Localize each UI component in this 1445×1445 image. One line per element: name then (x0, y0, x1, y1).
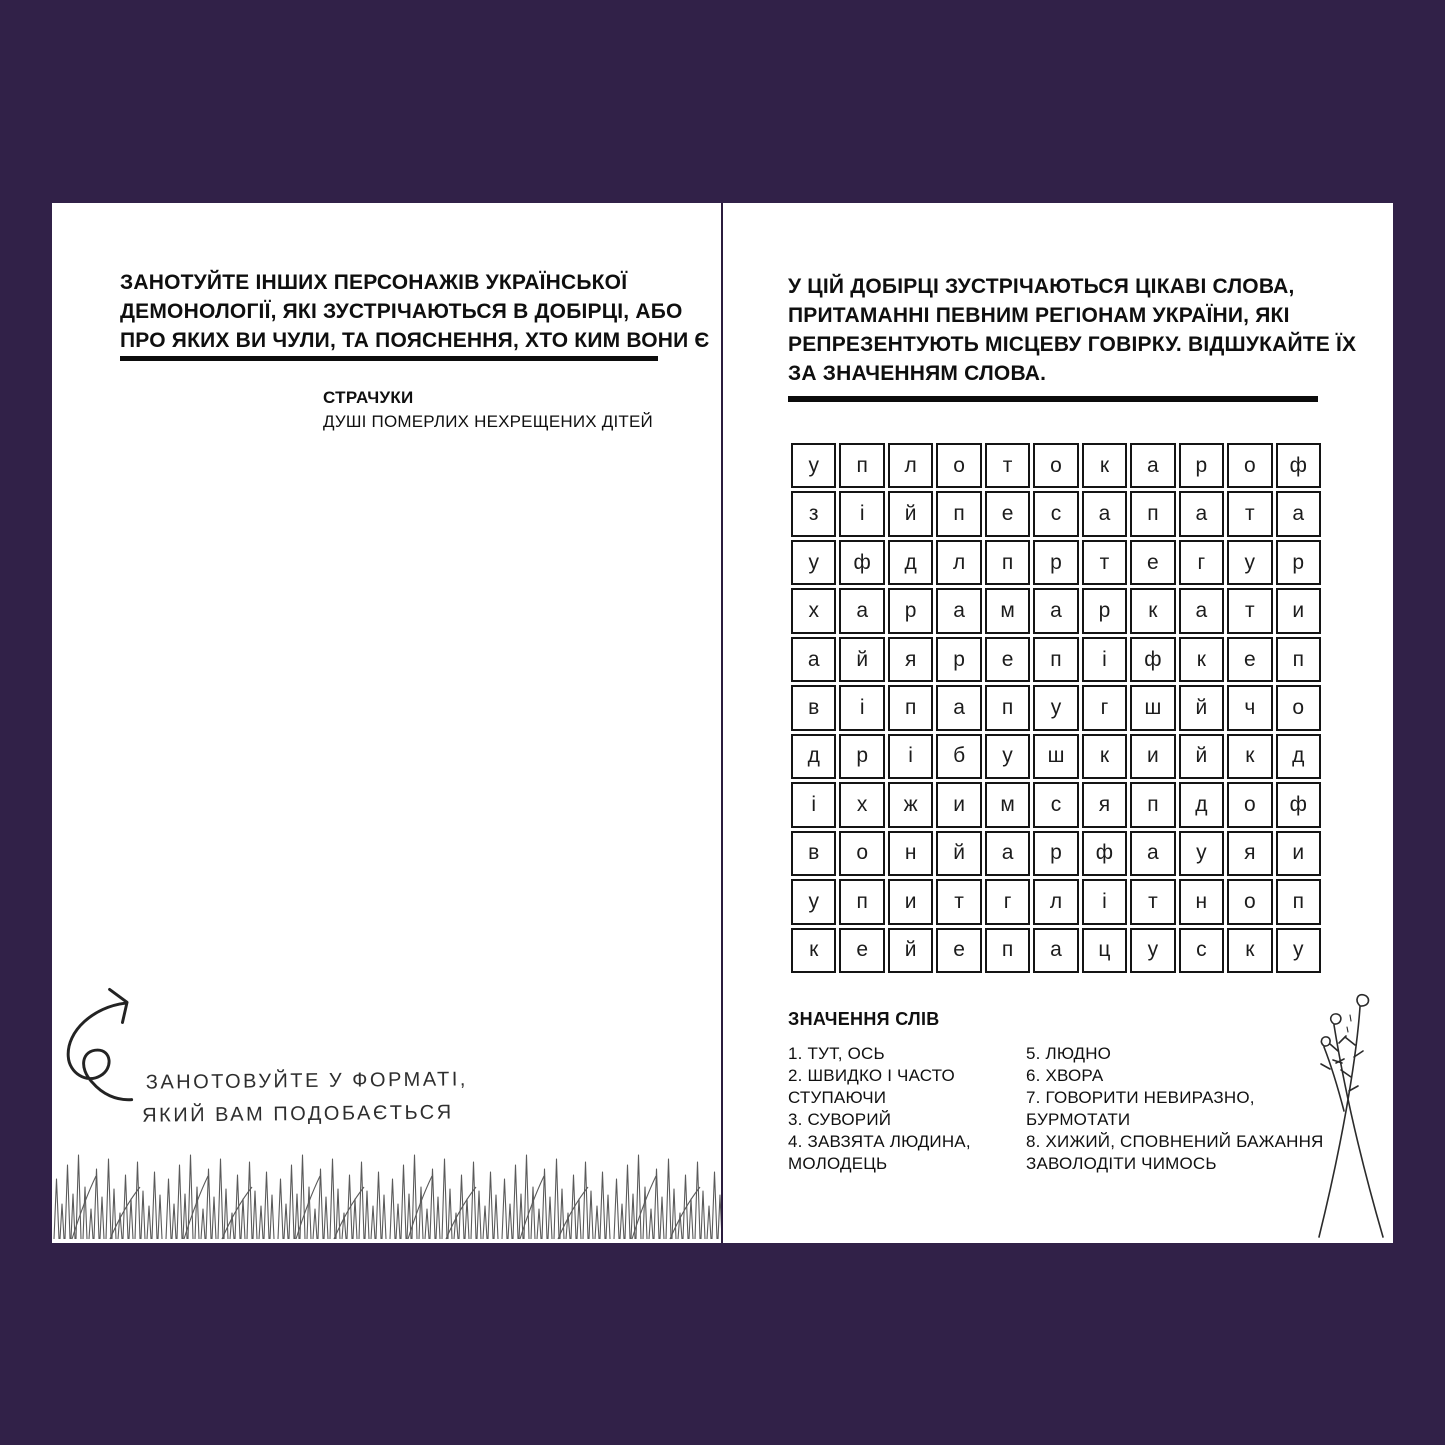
wordsearch-cell: і (1082, 637, 1127, 682)
wordsearch-cell: у (791, 540, 836, 585)
heading-line: ПРО ЯКИХ ВИ ЧУЛИ, ТА ПОЯСНЕННЯ, ХТО КИМ ВОНИ Є (120, 329, 710, 352)
wordsearch-cell: к (1130, 588, 1175, 633)
heading-line: РЕПРЕЗЕНТУЮТЬ МІСЦЕВУ ГОВІРКУ. ВІДШУКАЙТЕ ЇХ (788, 333, 1357, 356)
wordsearch-cell: е (1227, 637, 1272, 682)
wordsearch-cell: р (888, 588, 933, 633)
wordsearch-cell: м (985, 588, 1030, 633)
wordsearch-cell: м (985, 782, 1030, 827)
wordsearch-cell: о (1033, 443, 1078, 488)
wordsearch-cell: у (791, 879, 836, 924)
clues-column-1 (788, 1043, 1026, 1175)
wordsearch-cell: с (1033, 782, 1078, 827)
wordsearch-cell: т (985, 443, 1030, 488)
term-title: СТРАЧУКИ (323, 388, 414, 407)
wordsearch-cell: е (1130, 540, 1175, 585)
wordsearch-cell: и (1130, 734, 1175, 779)
wordsearch-cell: і (839, 491, 884, 536)
wordsearch-cell: а (1033, 928, 1078, 973)
heading-line: ДЕМОНОЛОГІЇ, ЯКІ ЗУСТРІЧАЮТЬСЯ В ДОБІРЦІ, АБО (120, 300, 683, 323)
left-page-heading (120, 268, 710, 355)
wordsearch-cell: т (1082, 540, 1127, 585)
right-page-heading (788, 272, 1356, 388)
left-page (52, 203, 723, 1243)
wordsearch-cell: ф (1130, 637, 1175, 682)
wordsearch-cell: а (985, 831, 1030, 876)
wordsearch-cell: п (985, 685, 1030, 730)
wordsearch-cell: е (839, 928, 884, 973)
wordsearch-cell: й (1179, 734, 1224, 779)
wordsearch-cell: т (1227, 491, 1272, 536)
wordsearch-cell: п (936, 491, 981, 536)
wordsearch-cell: н (1179, 879, 1224, 924)
wordsearch-cell: с (1033, 491, 1078, 536)
wordsearch-cell: п (888, 685, 933, 730)
wordsearch-cell: к (1227, 734, 1272, 779)
wordsearch-cell: ш (1130, 685, 1175, 730)
wordsearch-cell: т (936, 879, 981, 924)
wordsearch-cell: а (1082, 491, 1127, 536)
wordsearch-cell: и (1276, 588, 1321, 633)
wordsearch-cell: а (936, 588, 981, 633)
curved-arrow-icon (58, 983, 152, 1107)
wordsearch-cell: я (1082, 782, 1127, 827)
wordsearch-cell: й (888, 491, 933, 536)
wordsearch-cell: у (1179, 831, 1224, 876)
wordsearch-cell: и (1276, 831, 1321, 876)
wordsearch-cell: и (936, 782, 981, 827)
wordsearch-cell: у (985, 734, 1030, 779)
wordsearch-cell: с (1179, 928, 1224, 973)
wordsearch-cell: я (1227, 831, 1272, 876)
wordsearch-cell: п (839, 443, 884, 488)
wordsearch-cell: р (1033, 540, 1078, 585)
wordsearch-cell: у (1033, 685, 1078, 730)
wordsearch-cell: л (888, 443, 933, 488)
wordsearch-cell: п (985, 928, 1030, 973)
clues-column-2 (1026, 1043, 1336, 1175)
wordsearch-cell: е (936, 928, 981, 973)
wordsearch-cell: ф (1082, 831, 1127, 876)
grass-icon (52, 1149, 721, 1243)
wordsearch-cell: у (1227, 540, 1272, 585)
wordsearch-cell: р (1179, 443, 1224, 488)
wordsearch-cell: а (1130, 831, 1175, 876)
wordsearch-cell: х (791, 588, 836, 633)
wordsearch-cell: р (1082, 588, 1127, 633)
wordsearch-cell: а (1033, 588, 1078, 633)
clue-item: 7. ГОВОРИТИ НЕВИРАЗНО, БУРМОТАТИ (1026, 1088, 1255, 1129)
wordsearch-cell: п (839, 879, 884, 924)
wordsearch-cell: ч (1227, 685, 1272, 730)
wordsearch-cell: е (985, 637, 1030, 682)
wordsearch-cell: б (936, 734, 981, 779)
wordsearch-cell: н (888, 831, 933, 876)
wordsearch-cell: е (985, 491, 1030, 536)
wordsearch-cell: г (1082, 685, 1127, 730)
wordsearch-cell: і (1082, 879, 1127, 924)
wordsearch-cell: ф (1276, 443, 1321, 488)
right-page (723, 203, 1393, 1243)
wordsearch-cell: р (1276, 540, 1321, 585)
wordsearch-cell: ц (1082, 928, 1127, 973)
book-spread (52, 203, 1393, 1243)
wordsearch-cell: д (1179, 782, 1224, 827)
wordsearch-cell: й (1179, 685, 1224, 730)
wordsearch-cell: у (1276, 928, 1321, 973)
wordsearch-cell: т (1130, 879, 1175, 924)
wordsearch-cell: в (791, 685, 836, 730)
term-block (323, 386, 653, 434)
wordsearch-cell: о (1276, 685, 1321, 730)
wordsearch-cell: д (1276, 734, 1321, 779)
wordsearch-cell: г (985, 879, 1030, 924)
wordsearch-cell: к (791, 928, 836, 973)
clue-item: 2. ШВИДКО І ЧАСТО СТУПАЮЧИ (788, 1066, 955, 1107)
handwritten-note (142, 1063, 469, 1132)
wordsearch-cell: п (1276, 879, 1321, 924)
heading-underline (788, 396, 1318, 402)
wordsearch-cell: д (888, 540, 933, 585)
wordsearch-grid (791, 443, 1321, 973)
wordsearch-cell: т (1227, 588, 1272, 633)
wordsearch-cell: о (936, 443, 981, 488)
wordsearch-cell: р (839, 734, 884, 779)
wordsearch-cell: а (839, 588, 884, 633)
wordsearch-cell: ш (1033, 734, 1078, 779)
clue-item: 5. ЛЮДНО (1026, 1044, 1112, 1063)
wordsearch-cell: і (839, 685, 884, 730)
wordsearch-cell: п (1276, 637, 1321, 682)
wordsearch-cell: р (1033, 831, 1078, 876)
wordsearch-cell: п (1033, 637, 1078, 682)
heading-line: ПРИТАМАННІ ПЕВНИМ РЕГІОНАМ УКРАЇНИ, ЯКІ (788, 304, 1290, 327)
wordsearch-cell: а (1276, 491, 1321, 536)
heading-line: ЗАНОТУЙТЕ ІНШИХ ПЕРСОНАЖІВ УКРАЇНСЬКОЇ (120, 271, 628, 294)
wordsearch-cell: к (1179, 637, 1224, 682)
clue-item: 6. ХВОРА (1026, 1066, 1104, 1085)
wordsearch-cell: п (1130, 491, 1175, 536)
wordsearch-cell: з (791, 491, 836, 536)
wordsearch-cell: к (1082, 443, 1127, 488)
wordsearch-cell: п (1130, 782, 1175, 827)
wordsearch-cell: я (888, 637, 933, 682)
heading-underline (120, 356, 658, 361)
heading-line: ЗА ЗНАЧЕННЯМ СЛОВА. (788, 362, 1047, 385)
wordsearch-cell: і (791, 782, 836, 827)
wordsearch-cell: л (936, 540, 981, 585)
wordsearch-cell: и (888, 879, 933, 924)
wordsearch-cell: в (791, 831, 836, 876)
wordsearch-cell: ф (1276, 782, 1321, 827)
term-definition: ДУШІ ПОМЕРЛИХ НЕХРЕЩЕНИХ ДІТЕЙ (323, 412, 653, 431)
wordsearch-cell: р (936, 637, 981, 682)
wordsearch-cell: ж (888, 782, 933, 827)
clue-item: 8. ХИЖИЙ, СПОВНЕНИЙ БАЖАННЯ ЗАВОЛОДІТИ ЧИМОСЬ (1026, 1132, 1324, 1173)
wordsearch-cell: л (1033, 879, 1078, 924)
wordsearch-cell: й (888, 928, 933, 973)
wordsearch-cell: о (839, 831, 884, 876)
wordsearch-cell: х (839, 782, 884, 827)
handwritten-note-line: ЯКИЙ ВАМ ПОДОБАЄТЬСЯ (142, 1101, 454, 1127)
wordsearch-cell: о (1227, 879, 1272, 924)
wordsearch-cell: а (936, 685, 981, 730)
wordsearch-cell: а (1179, 491, 1224, 536)
wordsearch-cell: к (1227, 928, 1272, 973)
wordsearch-cell: а (1179, 588, 1224, 633)
wordsearch-cell: й (839, 637, 884, 682)
wildflower-icon (1303, 993, 1391, 1241)
wordsearch-cell: у (1130, 928, 1175, 973)
wordsearch-cell: г (1179, 540, 1224, 585)
wordsearch-cell: о (1227, 782, 1272, 827)
clue-item: 4. ЗАВЗЯТА ЛЮДИНА, МОЛОДЕЦЬ (788, 1132, 971, 1173)
wordsearch-cell: а (791, 637, 836, 682)
clues-title: ЗНАЧЕННЯ СЛІВ (788, 1009, 940, 1029)
wordsearch-cell: й (936, 831, 981, 876)
heading-line: У ЦІЙ ДОБІРЦІ ЗУСТРІЧАЮТЬСЯ ЦІКАВІ СЛОВА, (788, 275, 1295, 298)
clue-item: 1. ТУТ, ОСЬ (788, 1044, 885, 1063)
wordsearch-cell: у (791, 443, 836, 488)
wordsearch-cell: ф (839, 540, 884, 585)
clue-item: 3. СУВОРИЙ (788, 1110, 892, 1129)
wordsearch-cell: а (1130, 443, 1175, 488)
wordsearch-cell: і (888, 734, 933, 779)
wordsearch-cell: д (791, 734, 836, 779)
clues-section (788, 1043, 1348, 1175)
wordsearch-cell: к (1082, 734, 1127, 779)
wordsearch-cell: п (985, 540, 1030, 585)
handwritten-note-line: ЗАНОТОВУЙТЕ У ФОРМАТІ, (145, 1068, 469, 1094)
wordsearch-cell: о (1227, 443, 1272, 488)
